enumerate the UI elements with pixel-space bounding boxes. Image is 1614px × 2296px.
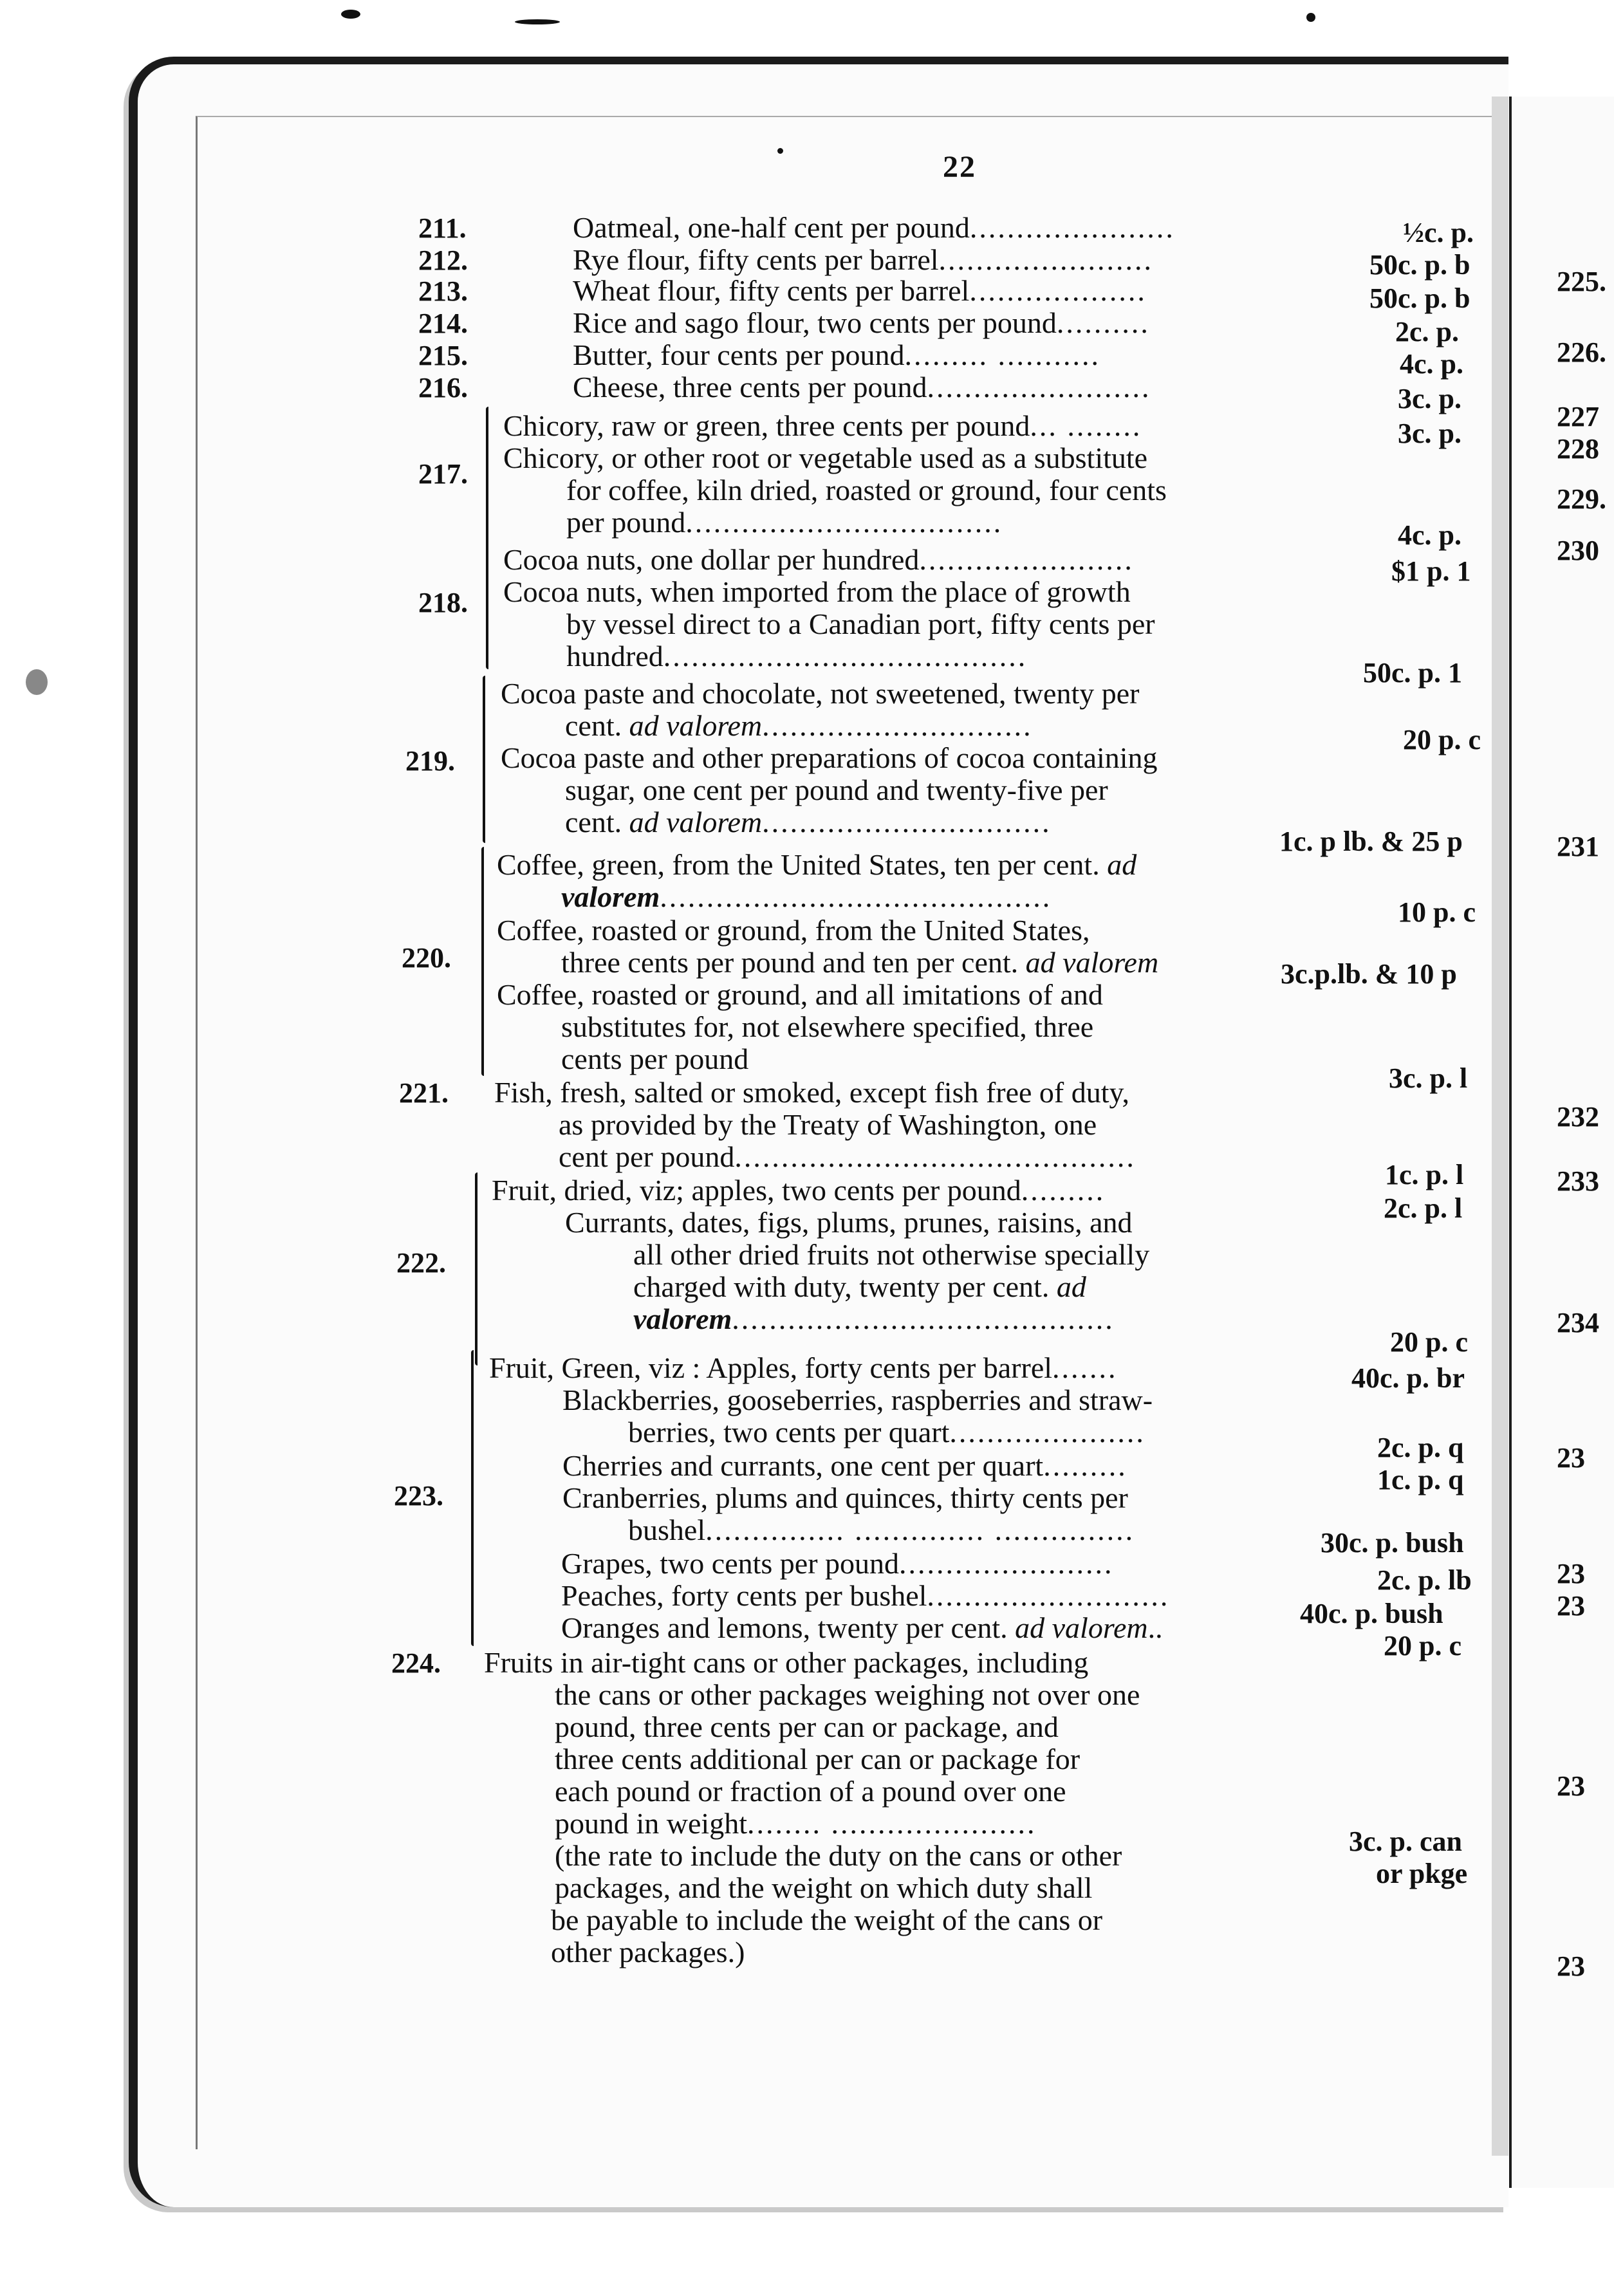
bracket [486, 541, 488, 669]
item-text: Cocoa paste and chocolate, not sweetened, twenty per [501, 677, 1140, 710]
ad-valorem-label: ad valorem [1015, 1611, 1148, 1644]
ad-label: ad [1107, 848, 1137, 881]
list-item [405, 744, 455, 778]
item-text: Blackberries, gooseberries, raspberries and straw- [562, 1384, 1153, 1416]
item-rate: 40c. p. bush [1300, 1598, 1443, 1629]
item-rate: 30c. p. bush [1321, 1527, 1464, 1559]
item-text: Currants, dates, figs, plums, prunes, raisins, and [565, 1206, 1133, 1239]
item-text: Cranberries, plums and quinces, thirty cents per [562, 1481, 1128, 1514]
item-description: Butter, four cents per pound [573, 338, 905, 371]
item-description: charged with duty, twenty per cent. [633, 1270, 1050, 1303]
item-number: 214. [418, 308, 468, 339]
item-text: sugar, one cent per pound and twenty-five per [565, 773, 1108, 806]
item-rate: 50c. p. b [1369, 249, 1470, 281]
item-rate: 50c. p. b [1369, 282, 1470, 314]
item-text: other packages.) [551, 1936, 745, 1968]
item-rate: 40c. p. br [1351, 1362, 1465, 1394]
item-text: Rye flour, fifty cents per barrel....................... [573, 243, 1154, 276]
item-text: for coffee, kiln dried, roasted or ground, four cents [566, 474, 1167, 506]
item-rate: 2c. p. lb [1377, 1564, 1472, 1596]
adjacent-item-number: 226. [1557, 337, 1606, 368]
list-item [418, 274, 468, 308]
item-rate: 2c. p. l [1384, 1192, 1463, 1224]
item-text [561, 946, 1158, 979]
item-text: Rice and sago flour, two cents per pound.......... [573, 306, 1150, 339]
item-description: Rye flour, fifty cents per barrel [573, 243, 939, 276]
adjacent-item-number: 232 [1557, 1101, 1599, 1133]
item-text: Cocoa paste and other preparations of cocoa containing [501, 741, 1158, 774]
item-text: all other dried fruits not otherwise specially [633, 1238, 1150, 1271]
item-text: Cheese, three cents per pound........................ [573, 371, 1151, 403]
adjacent-item-number: 227 [1557, 401, 1599, 432]
adjacent-item-number: 228 [1557, 433, 1599, 465]
item-number: 216. [418, 372, 468, 403]
item-rate: $1 p. 1 [1391, 555, 1471, 587]
item-description: Wheat flour, fifty cents per barrel [573, 274, 970, 307]
item-number: 218. [418, 587, 468, 618]
item-rate: 50c. p. 1 [1363, 657, 1462, 689]
item-text: Coffee, roasted or ground, and all imitations of and [497, 978, 1103, 1011]
item-description: Grapes, two cents per pound [561, 1547, 900, 1580]
item-text: valorem......................................... [633, 1302, 1115, 1335]
item-text: pound in weight........ ...................... [555, 1807, 1037, 1840]
item-rate: 1c. p lb. & 25 p [1279, 826, 1463, 857]
item-description: Cheese, three cents per pound [573, 371, 927, 403]
item-description: Cherries and currants, one cent per quart [562, 1449, 1044, 1482]
item-description: pound in weight [555, 1807, 747, 1840]
adjacent-item-number: 23 [1557, 1770, 1585, 1802]
valorem-label: valorem [561, 880, 660, 913]
item-number: 219. [405, 745, 455, 777]
item-description: Chicory, raw or green, three cents per pound [503, 409, 1030, 442]
item-text: (the rate to include the duty on the cans or other [555, 1839, 1122, 1872]
item-text: pound, three cents per can or package, and [555, 1710, 1059, 1743]
item-text: by vessel direct to a Canadian port, fifty cents per [566, 607, 1155, 640]
adjacent-item-number: 23 [1557, 1442, 1585, 1474]
item-text: Chicory, or other root or vegetable used as a substitute [503, 441, 1148, 474]
item-text [561, 1042, 748, 1076]
adjacent-item-number: 23 [1557, 1950, 1585, 1982]
item-number: 215. [418, 340, 468, 371]
item-rate: 1c. p. l [1385, 1159, 1464, 1190]
item-rate: 10 p. c [1398, 896, 1476, 928]
adjacent-item-number: 23 [1557, 1590, 1585, 1622]
item-description: Fruit, Green, viz : Apples, forty cents per barrel [489, 1351, 1053, 1384]
item-text: berries, two cents per quart..................... [628, 1416, 1146, 1449]
item-rate: or pkge [1376, 1858, 1468, 1889]
item-text [497, 848, 1136, 882]
item-number: 211. [418, 212, 467, 244]
item-text: each pound or fraction of a pound over one [555, 1775, 1066, 1808]
list-item [418, 211, 467, 245]
item-number: 212. [418, 245, 468, 276]
item-text: Fish, fresh, salted or smoked, except fish free of duty, [494, 1076, 1130, 1109]
item-description: Rice and sago flour, two cents per pound [573, 306, 1057, 339]
item-description: hundred [566, 640, 663, 672]
ad-valorem-label: ad valorem [629, 709, 763, 742]
list-item [418, 457, 468, 491]
item-text: Peaches, forty cents per bushel.......................... [561, 1579, 1170, 1612]
item-text: Fruit, Green, viz : Apples, forty cents per barrel....... [489, 1351, 1118, 1384]
item-description: three cents per pound and ten per cent. [561, 946, 1019, 979]
item-text: Fruit, dried, viz; apples, two cents per pound......... [492, 1174, 1106, 1207]
item-rate: 3c. p. [1398, 418, 1461, 449]
adjacent-item-number: 229. [1557, 483, 1606, 515]
item-rate: 20 p. c [1403, 724, 1481, 755]
ad-valorem-label: ad valorem [1025, 946, 1159, 979]
item-rate: 4c. p. [1400, 348, 1463, 380]
item-rate: 2c. p. [1395, 316, 1459, 347]
item-text: cent per pound........................................... [559, 1140, 1136, 1173]
list-item [418, 306, 468, 340]
item-text: as provided by the Treaty of Washington, one [559, 1108, 1097, 1141]
item-text [633, 1270, 1086, 1304]
item-text: Butter, four cents per pound......... ........... [573, 338, 1101, 371]
item-text: Fruits in air-tight cans or other packages, including [484, 1646, 1089, 1679]
item-description: Oranges and lemons, twenty per cent. [561, 1611, 1008, 1644]
adjacent-item-number: 233 [1557, 1165, 1599, 1197]
item-description: Peaches, forty cents per bushel [561, 1579, 927, 1612]
item-text: Wheat flour, fifty cents per barrel................... [573, 274, 1147, 307]
item-rate: 3c.p.lb. & 10 p [1281, 958, 1457, 990]
item-rate: 1c. p. q [1377, 1464, 1464, 1495]
item-text: bushel............... .............. ............... [628, 1514, 1135, 1546]
item-description: cent. [565, 806, 622, 838]
bracket [475, 1172, 478, 1366]
item-rate: 3c. p. l [1389, 1062, 1468, 1094]
item-rate: 3c. p. [1398, 383, 1461, 414]
item-text: hundred....................................... [566, 640, 1028, 672]
item-rate: ½c. p. [1403, 217, 1474, 248]
page-number: 22 [943, 150, 976, 184]
item-number: 221. [399, 1077, 449, 1109]
item-text: substitutes for, not elsewhere specified, three [561, 1010, 1094, 1043]
item-text: be payable to include the weight of the cans or [551, 1903, 1103, 1936]
item-number: 213. [418, 275, 468, 307]
list-item [418, 371, 468, 405]
valorem-label: valorem [633, 1302, 732, 1335]
item-number: 217. [418, 458, 468, 490]
ad-label: ad [1056, 1270, 1086, 1303]
item-text: cent. ad valorem............................... [565, 806, 1052, 838]
item-text: Coffee, roasted or ground, from the United States, [497, 914, 1090, 947]
item-text: packages, and the weight on which duty shall [555, 1871, 1093, 1904]
item-description: Coffee, green, from the United States, ten per cent. [497, 848, 1100, 881]
item-rate: 20 p. c [1390, 1326, 1468, 1358]
item-rate: 4c. p. [1398, 519, 1461, 551]
adjacent-item-number: 225. [1557, 266, 1606, 297]
item-text: Grapes, two cents per pound....................... [561, 1547, 1114, 1580]
item-text: per pound.................................. [566, 506, 1003, 539]
item-description: cents per pound [561, 1042, 749, 1075]
item-number: 223. [394, 1480, 443, 1512]
item-rate: 20 p. c [1384, 1630, 1461, 1662]
item-number: 220. [402, 942, 451, 974]
bracket [483, 676, 485, 843]
adjacent-item-number: 23 [1557, 1558, 1585, 1589]
adjacent-item-number: 231 [1557, 831, 1599, 862]
item-rate: 2c. p. q [1377, 1432, 1464, 1463]
list-item [394, 1479, 443, 1513]
item-description: Fruit, dried, viz; apples, two cents per pound [492, 1174, 1021, 1207]
item-text: Oranges and lemons, twenty per cent. ad valorem.. [561, 1611, 1163, 1644]
item-text: Chicory, raw or green, three cents per pound... ........ [503, 409, 1142, 442]
list-item [396, 1246, 446, 1280]
adjacent-item-number: 230 [1557, 535, 1599, 566]
list-item [418, 586, 468, 620]
item-description: cent per pound [559, 1140, 735, 1173]
list-item [399, 1076, 449, 1110]
item-rate: 3c. p. can [1349, 1826, 1462, 1857]
ad-valorem-label: ad valorem [629, 806, 763, 838]
item-text: Oatmeal, one-half cent per pound...................... [573, 211, 1175, 244]
item-text: Cocoa nuts, one dollar per hundred....................... [503, 543, 1134, 576]
item-description: bushel [628, 1514, 706, 1546]
item-description: per pound [566, 506, 686, 539]
item-number: 224. [391, 1647, 441, 1679]
adjacent-item-number: 234 [1557, 1307, 1599, 1338]
item-text: the cans or other packages weighing not over one [555, 1678, 1140, 1711]
list-item [418, 338, 468, 373]
bracket [481, 847, 484, 1076]
item-text: cent. ad valorem............................. [565, 709, 1033, 742]
item-description: Cocoa nuts, one dollar per hundred [503, 543, 920, 576]
item-text: Cocoa nuts, when imported from the place of growth [503, 575, 1131, 608]
item-description: Oatmeal, one-half cent per pound [573, 211, 970, 244]
item-text: valorem.......................................... [561, 880, 1052, 913]
list-item [418, 243, 468, 277]
item-text: three cents additional per can or package for [555, 1743, 1081, 1775]
list-item [402, 941, 451, 975]
item-text: Cherries and currants, one cent per quart......... [562, 1449, 1127, 1482]
bracket [471, 1350, 474, 1646]
item-number: 222. [396, 1247, 446, 1279]
list-item [391, 1646, 441, 1680]
item-description: cent. [565, 709, 622, 742]
item-description: berries, two cents per quart [628, 1416, 950, 1449]
